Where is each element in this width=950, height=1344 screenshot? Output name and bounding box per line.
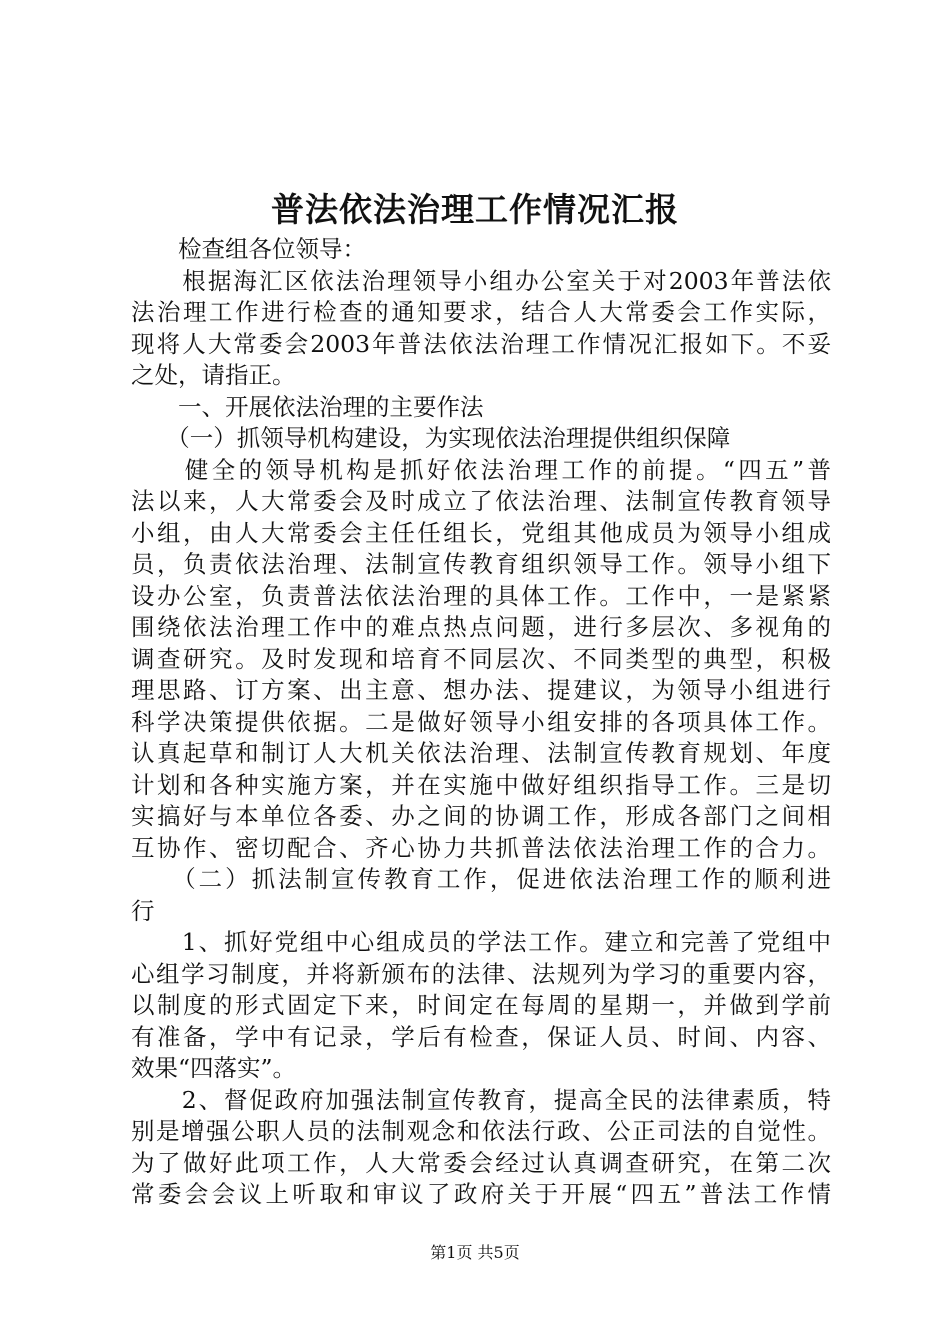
text-line: 认真起草和制订人大机关依法治理、法制宣传教育规划、年度 [131, 739, 831, 767]
text-line: 2、督促政府加强法制宣传教育，提高全民的法律素质，特 [131, 1085, 831, 1114]
text-line: 之处，请指正。 [131, 361, 296, 389]
text-line: 员，负责依法治理、法制宣传教育组织领导工作。领导小组下 [131, 550, 831, 578]
text-line: 法以来，人大常委会及时成立了依法治理、法制宣传教育领导 [131, 487, 831, 515]
text-line: 法治理工作进行检查的通知要求，结合人大常委会工作实际， [131, 298, 831, 326]
text-line: 有准备，学中有记录，学后有检查，保证人员、时间、内容、 [131, 1022, 831, 1051]
text-line: 围绕依法治理工作中的难点热点问题，进行多层次、多视角的 [131, 613, 831, 641]
text-line: 设办公室，负责普法依法治理的具体工作。工作中，一是紧紧 [131, 581, 831, 610]
text-line: 科学决策提供依据。二是做好领导小组安排的各项具体工作。 [131, 707, 831, 736]
text-line: 常委会会议上听取和审议了政府关于开展“四五”普法工作情 [131, 1180, 831, 1208]
text-line: （二）抓法制宣传教育工作，促进依法治理工作的顺利进 [131, 865, 831, 893]
document-title: 普法依法治理工作情况汇报 [271, 190, 679, 229]
text-line: 为了做好此项工作，人大常委会经过认真调查研究，在第二次 [131, 1148, 831, 1177]
text-line: 实搞好与本单位各委、办之间的协调工作，形成各部门之间相 [131, 802, 831, 830]
text-line: 以制度的形式固定下来，时间定在每周的星期一，并做到学前 [131, 991, 831, 1019]
text-line: （一）抓领导机构建设，为实现依法治理提供组织保障 [131, 424, 731, 452]
text-line: 行 [131, 896, 155, 925]
text-line: 小组，由人大常委会主任任组长，党组其他成员为领导小组成 [131, 518, 831, 547]
text-line: 1、抓好党组中心组成员的学法工作。建立和完善了党组中 [131, 928, 831, 956]
text-line: 检查组各位领导： [131, 235, 366, 263]
text-line: 计划和各种实施方案，并在实施中做好组织指导工作。三是切 [131, 770, 831, 799]
text-line: 理思路、订方案、出主意、想办法、提建议，为领导小组进行 [131, 676, 831, 704]
text-line: 心组学习制度，并将新颁布的法律、法规列为学习的重要内容， [131, 959, 831, 988]
text-line: 健全的领导机构是抓好依法治理工作的前提。“四五”普 [131, 455, 831, 484]
page-number-footer: 第1页 共5页 [430, 1243, 520, 1262]
text-line: 现将人大常委会2003年普法依法治理工作情况汇报如下。不妥 [131, 329, 831, 358]
text-line: 调查研究。及时发现和培育不同层次、不同类型的典型，积极 [131, 644, 831, 673]
text-line: 别是增强公职人员的法制观念和依法行政、公正司法的自觉性。 [131, 1117, 831, 1145]
text-line: 效果“四落实”。 [131, 1054, 297, 1082]
document-body [131, 234, 831, 1211]
text-line: 互协作、密切配合、齐心协力共抓普法依法治理工作的合力。 [131, 833, 831, 862]
text-line: 一、开展依法治理的主要作法 [131, 392, 484, 421]
text-line: 根据海汇区依法治理领导小组办公室关于对2003年普法依 [131, 266, 831, 295]
